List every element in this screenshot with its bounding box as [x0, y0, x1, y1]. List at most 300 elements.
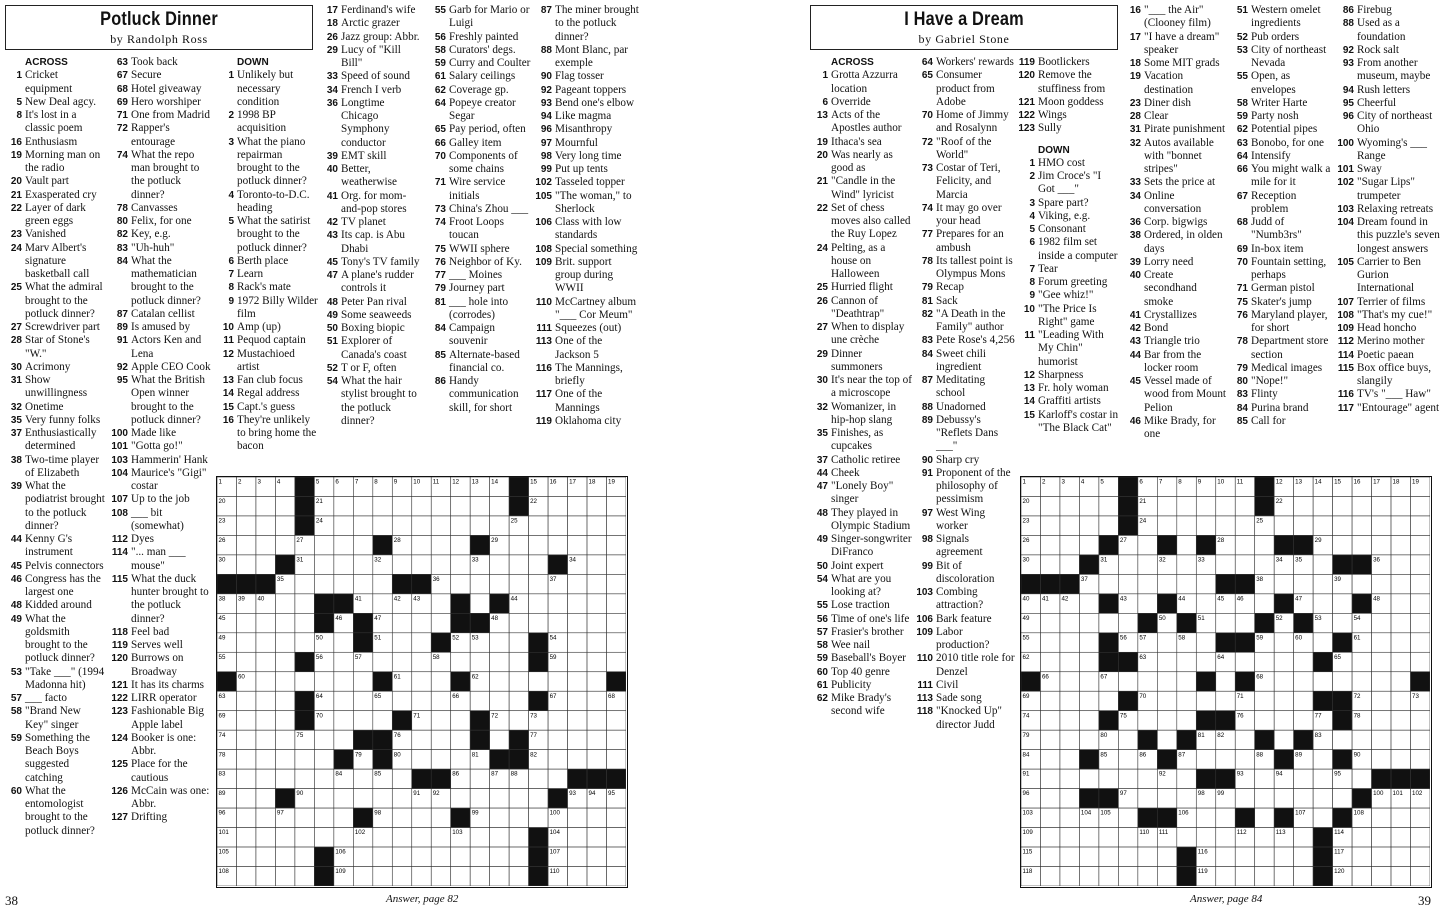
grid-cell[interactable] — [451, 711, 470, 730]
grid-cell[interactable] — [275, 633, 294, 652]
grid-cell[interactable] — [334, 555, 353, 574]
grid-cell[interactable] — [1255, 847, 1274, 866]
grid-cell[interactable] — [587, 711, 606, 730]
grid-cell[interactable] — [392, 769, 411, 788]
grid-cell[interactable] — [1216, 847, 1235, 866]
grid-cell[interactable] — [509, 633, 528, 652]
grid-cell[interactable] — [1079, 613, 1098, 632]
grid-cell[interactable] — [256, 535, 275, 554]
grid-cell[interactable] — [1040, 691, 1059, 710]
grid-cell[interactable] — [236, 808, 255, 827]
grid-cell[interactable] — [1060, 535, 1079, 554]
grid-cell[interactable] — [1157, 691, 1176, 710]
left-grid-svg[interactable] — [217, 477, 626, 886]
grid-cell[interactable] — [607, 594, 626, 613]
grid-cell[interactable] — [1040, 555, 1059, 574]
grid-cell[interactable] — [1099, 613, 1118, 632]
grid-cell[interactable] — [490, 652, 509, 671]
grid-cell[interactable] — [1099, 574, 1118, 593]
grid-cell[interactable] — [334, 652, 353, 671]
grid-cell[interactable] — [1274, 633, 1293, 652]
grid-cell[interactable] — [587, 691, 606, 710]
grid-cell[interactable] — [373, 867, 392, 886]
grid-cell[interactable] — [1235, 867, 1254, 886]
grid-cell[interactable] — [431, 516, 450, 535]
grid-cell[interactable] — [1177, 769, 1196, 788]
grid-cell[interactable] — [1079, 535, 1098, 554]
grid-cell[interactable] — [353, 789, 372, 808]
grid-cell[interactable] — [451, 730, 470, 749]
grid-cell[interactable] — [1411, 535, 1430, 554]
grid-cell[interactable] — [529, 555, 548, 574]
grid-cell[interactable] — [431, 847, 450, 866]
grid-cell[interactable] — [509, 847, 528, 866]
grid-cell[interactable] — [1255, 594, 1274, 613]
grid-cell[interactable] — [295, 769, 314, 788]
grid-cell[interactable] — [1040, 633, 1059, 652]
grid-cell[interactable] — [451, 555, 470, 574]
grid-cell[interactable] — [1196, 750, 1215, 769]
grid-cell[interactable] — [470, 496, 489, 515]
grid-cell[interactable] — [1372, 711, 1391, 730]
grid-cell[interactable] — [1099, 769, 1118, 788]
grid-cell[interactable] — [1196, 828, 1215, 847]
grid-cell[interactable] — [1079, 867, 1098, 886]
grid-cell[interactable] — [1040, 711, 1059, 730]
grid-cell[interactable] — [490, 496, 509, 515]
grid-cell[interactable] — [490, 867, 509, 886]
grid-cell[interactable] — [1118, 613, 1137, 632]
grid-cell[interactable] — [1255, 828, 1274, 847]
grid-cell[interactable] — [256, 769, 275, 788]
grid-cell[interactable] — [1333, 613, 1352, 632]
grid-cell[interactable] — [1079, 672, 1098, 691]
grid-cell[interactable] — [275, 750, 294, 769]
grid-cell[interactable] — [236, 750, 255, 769]
grid-cell[interactable] — [568, 652, 587, 671]
grid-cell[interactable] — [1216, 867, 1235, 886]
grid-cell[interactable] — [1177, 555, 1196, 574]
grid-cell[interactable] — [275, 594, 294, 613]
grid-cell[interactable] — [1157, 711, 1176, 730]
grid-cell[interactable] — [587, 535, 606, 554]
grid-cell[interactable] — [607, 555, 626, 574]
grid-cell[interactable] — [1255, 789, 1274, 808]
grid-cell[interactable] — [1313, 750, 1332, 769]
grid-cell[interactable] — [353, 769, 372, 788]
grid-cell[interactable] — [1040, 613, 1059, 632]
grid-cell[interactable] — [275, 516, 294, 535]
grid-cell[interactable] — [1079, 711, 1098, 730]
grid-cell[interactable] — [392, 633, 411, 652]
grid-cell[interactable] — [1255, 555, 1274, 574]
grid-cell[interactable] — [1216, 691, 1235, 710]
grid-cell[interactable] — [568, 847, 587, 866]
grid-cell[interactable] — [275, 867, 294, 886]
grid-cell[interactable] — [1118, 750, 1137, 769]
grid-cell[interactable] — [236, 828, 255, 847]
grid-cell[interactable] — [529, 789, 548, 808]
grid-cell[interactable] — [1216, 828, 1235, 847]
grid-cell[interactable] — [1196, 691, 1215, 710]
grid-cell[interactable] — [470, 828, 489, 847]
grid-cell[interactable] — [431, 672, 450, 691]
grid-cell[interactable] — [412, 672, 431, 691]
grid-cell[interactable] — [431, 613, 450, 632]
grid-cell[interactable] — [451, 847, 470, 866]
grid-cell[interactable] — [490, 789, 509, 808]
grid-cell[interactable] — [1411, 652, 1430, 671]
grid-cell[interactable] — [295, 633, 314, 652]
grid-cell[interactable] — [373, 496, 392, 515]
grid-cell[interactable] — [275, 730, 294, 749]
grid-cell[interactable] — [295, 594, 314, 613]
grid-cell[interactable] — [1216, 672, 1235, 691]
grid-cell[interactable] — [548, 535, 567, 554]
grid-cell[interactable] — [509, 828, 528, 847]
grid-cell[interactable] — [295, 867, 314, 886]
grid-cell[interactable] — [1411, 867, 1430, 886]
grid-cell[interactable] — [451, 516, 470, 535]
grid-cell[interactable] — [256, 711, 275, 730]
grid-cell[interactable] — [334, 691, 353, 710]
grid-cell[interactable] — [256, 613, 275, 632]
grid-cell[interactable] — [509, 555, 528, 574]
grid-cell[interactable] — [256, 633, 275, 652]
grid-cell[interactable] — [412, 633, 431, 652]
grid-cell[interactable] — [1040, 808, 1059, 827]
grid-cell[interactable] — [392, 652, 411, 671]
grid-cell[interactable] — [1235, 750, 1254, 769]
grid-cell[interactable] — [1352, 828, 1371, 847]
grid-cell[interactable] — [353, 574, 372, 593]
grid-cell[interactable] — [392, 867, 411, 886]
grid-cell[interactable] — [1196, 574, 1215, 593]
grid-cell[interactable] — [412, 808, 431, 827]
grid-cell[interactable] — [334, 730, 353, 749]
grid-cell[interactable] — [1274, 730, 1293, 749]
grid-cell[interactable] — [1138, 672, 1157, 691]
grid-cell[interactable] — [236, 789, 255, 808]
grid-cell[interactable] — [314, 769, 333, 788]
grid-cell[interactable] — [1099, 847, 1118, 866]
grid-cell[interactable] — [1313, 789, 1332, 808]
grid-cell[interactable] — [587, 867, 606, 886]
grid-cell[interactable] — [529, 516, 548, 535]
grid-cell[interactable] — [392, 516, 411, 535]
grid-cell[interactable] — [509, 867, 528, 886]
grid-cell[interactable] — [1372, 574, 1391, 593]
grid-cell[interactable] — [451, 496, 470, 515]
grid-cell[interactable] — [392, 847, 411, 866]
grid-cell[interactable] — [607, 516, 626, 535]
grid-cell[interactable] — [1079, 847, 1098, 866]
grid-cell[interactable] — [1099, 828, 1118, 847]
grid-cell[interactable] — [451, 750, 470, 769]
grid-cell[interactable] — [1138, 594, 1157, 613]
grid-cell[interactable] — [1313, 555, 1332, 574]
grid-cell[interactable] — [568, 633, 587, 652]
grid-cell[interactable] — [1391, 828, 1410, 847]
grid-cell[interactable] — [470, 789, 489, 808]
grid-cell[interactable] — [314, 535, 333, 554]
grid-cell[interactable] — [607, 613, 626, 632]
grid-cell[interactable] — [1040, 867, 1059, 886]
grid-cell[interactable] — [314, 828, 333, 847]
grid-cell[interactable] — [1060, 555, 1079, 574]
grid-cell[interactable] — [451, 574, 470, 593]
grid-cell[interactable] — [334, 789, 353, 808]
grid-cell[interactable] — [392, 828, 411, 847]
grid-cell[interactable] — [1391, 691, 1410, 710]
grid-cell[interactable] — [314, 555, 333, 574]
grid-cell[interactable] — [529, 613, 548, 632]
grid-cell[interactable] — [568, 613, 587, 632]
grid-cell[interactable] — [431, 711, 450, 730]
grid-cell[interactable] — [1040, 789, 1059, 808]
grid-cell[interactable] — [1274, 847, 1293, 866]
grid-cell[interactable] — [1196, 633, 1215, 652]
grid-cell[interactable] — [1157, 496, 1176, 515]
grid-cell[interactable] — [1118, 828, 1137, 847]
grid-cell[interactable] — [295, 828, 314, 847]
grid-cell[interactable] — [1138, 574, 1157, 593]
grid-cell[interactable] — [1138, 711, 1157, 730]
grid-cell[interactable] — [451, 789, 470, 808]
grid-cell[interactable] — [548, 750, 567, 769]
grid-cell[interactable] — [490, 574, 509, 593]
grid-cell[interactable] — [607, 496, 626, 515]
grid-cell[interactable] — [1118, 574, 1137, 593]
grid-cell[interactable] — [607, 750, 626, 769]
grid-cell[interactable] — [412, 691, 431, 710]
grid-cell[interactable] — [353, 535, 372, 554]
grid-cell[interactable] — [509, 613, 528, 632]
grid-cell[interactable] — [392, 555, 411, 574]
grid-cell[interactable] — [548, 672, 567, 691]
grid-cell[interactable] — [1411, 555, 1430, 574]
grid-cell[interactable] — [236, 711, 255, 730]
right-grid-svg[interactable] — [1021, 477, 1430, 886]
grid-cell[interactable] — [1196, 496, 1215, 515]
grid-cell[interactable] — [295, 808, 314, 827]
grid-cell[interactable] — [256, 496, 275, 515]
grid-cell[interactable] — [587, 555, 606, 574]
grid-cell[interactable] — [1294, 574, 1313, 593]
grid-cell[interactable] — [256, 789, 275, 808]
grid-cell[interactable] — [1313, 594, 1332, 613]
grid-cell[interactable] — [373, 789, 392, 808]
grid-cell[interactable] — [1255, 535, 1274, 554]
grid-cell[interactable] — [1411, 633, 1430, 652]
grid-cell[interactable] — [431, 730, 450, 749]
grid-cell[interactable] — [1235, 535, 1254, 554]
grid-cell[interactable] — [295, 750, 314, 769]
grid-cell[interactable] — [1138, 555, 1157, 574]
grid-cell[interactable] — [1099, 516, 1118, 535]
grid-cell[interactable] — [256, 516, 275, 535]
grid-cell[interactable] — [1255, 652, 1274, 671]
grid-cell[interactable] — [490, 555, 509, 574]
grid-cell[interactable] — [1391, 516, 1410, 535]
grid-cell[interactable] — [470, 652, 489, 671]
grid-cell[interactable] — [1079, 828, 1098, 847]
grid-cell[interactable] — [1118, 847, 1137, 866]
grid-cell[interactable] — [587, 808, 606, 827]
grid-cell[interactable] — [1157, 672, 1176, 691]
grid-cell[interactable] — [373, 516, 392, 535]
grid-cell[interactable] — [568, 672, 587, 691]
grid-cell[interactable] — [373, 828, 392, 847]
grid-cell[interactable] — [470, 691, 489, 710]
grid-cell[interactable] — [587, 594, 606, 613]
grid-cell[interactable] — [1391, 574, 1410, 593]
grid-cell[interactable] — [529, 535, 548, 554]
grid-cell[interactable] — [1352, 867, 1371, 886]
grid-cell[interactable] — [256, 828, 275, 847]
grid-cell[interactable] — [587, 516, 606, 535]
right-crossword-grid[interactable] — [1020, 476, 1432, 888]
grid-cell[interactable] — [1157, 789, 1176, 808]
grid-cell[interactable] — [1177, 496, 1196, 515]
grid-cell[interactable] — [470, 516, 489, 535]
grid-cell[interactable] — [275, 652, 294, 671]
grid-cell[interactable] — [1333, 730, 1352, 749]
grid-cell[interactable] — [1411, 574, 1430, 593]
grid-cell[interactable] — [1040, 828, 1059, 847]
grid-cell[interactable] — [1079, 496, 1098, 515]
grid-cell[interactable] — [568, 691, 587, 710]
grid-cell[interactable] — [1138, 847, 1157, 866]
grid-cell[interactable] — [1333, 594, 1352, 613]
grid-cell[interactable] — [1411, 750, 1430, 769]
grid-cell[interactable] — [295, 672, 314, 691]
grid-cell[interactable] — [1411, 496, 1430, 515]
grid-cell[interactable] — [334, 711, 353, 730]
grid-cell[interactable] — [548, 711, 567, 730]
grid-cell[interactable] — [1352, 535, 1371, 554]
grid-cell[interactable] — [1079, 691, 1098, 710]
grid-cell[interactable] — [1333, 672, 1352, 691]
grid-cell[interactable] — [392, 808, 411, 827]
grid-cell[interactable] — [509, 574, 528, 593]
grid-cell[interactable] — [1391, 672, 1410, 691]
grid-cell[interactable] — [509, 691, 528, 710]
grid-cell[interactable] — [1060, 847, 1079, 866]
grid-cell[interactable] — [1157, 847, 1176, 866]
grid-cell[interactable] — [236, 730, 255, 749]
grid-cell[interactable] — [1411, 711, 1430, 730]
grid-cell[interactable] — [373, 594, 392, 613]
grid-cell[interactable] — [1177, 516, 1196, 535]
grid-cell[interactable] — [1235, 613, 1254, 632]
grid-cell[interactable] — [1352, 769, 1371, 788]
grid-cell[interactable] — [470, 867, 489, 886]
grid-cell[interactable] — [587, 496, 606, 515]
grid-cell[interactable] — [490, 808, 509, 827]
grid-cell[interactable] — [1118, 769, 1137, 788]
grid-cell[interactable] — [1216, 808, 1235, 827]
grid-cell[interactable] — [490, 828, 509, 847]
grid-cell[interactable] — [1099, 691, 1118, 710]
grid-cell[interactable] — [490, 633, 509, 652]
grid-cell[interactable] — [236, 691, 255, 710]
grid-cell[interactable] — [1391, 613, 1410, 632]
grid-cell[interactable] — [490, 516, 509, 535]
grid-cell[interactable] — [1352, 847, 1371, 866]
grid-cell[interactable] — [431, 496, 450, 515]
grid-cell[interactable] — [256, 555, 275, 574]
grid-cell[interactable] — [334, 828, 353, 847]
grid-cell[interactable] — [431, 535, 450, 554]
grid-cell[interactable] — [548, 594, 567, 613]
grid-cell[interactable] — [1372, 496, 1391, 515]
grid-cell[interactable] — [1313, 808, 1332, 827]
grid-cell[interactable] — [1157, 574, 1176, 593]
grid-cell[interactable] — [1294, 496, 1313, 515]
grid-cell[interactable] — [1177, 652, 1196, 671]
grid-cell[interactable] — [548, 769, 567, 788]
grid-cell[interactable] — [275, 672, 294, 691]
grid-cell[interactable] — [1274, 691, 1293, 710]
grid-cell[interactable] — [256, 691, 275, 710]
grid-cell[interactable] — [334, 516, 353, 535]
grid-cell[interactable] — [431, 691, 450, 710]
grid-cell[interactable] — [256, 652, 275, 671]
grid-cell[interactable] — [1255, 867, 1274, 886]
grid-cell[interactable] — [275, 828, 294, 847]
grid-cell[interactable] — [490, 672, 509, 691]
grid-cell[interactable] — [1060, 867, 1079, 886]
grid-cell[interactable] — [1372, 535, 1391, 554]
grid-cell[interactable] — [1177, 789, 1196, 808]
grid-cell[interactable] — [587, 633, 606, 652]
grid-cell[interactable] — [1099, 496, 1118, 515]
grid-cell[interactable] — [607, 535, 626, 554]
grid-cell[interactable] — [275, 613, 294, 632]
grid-cell[interactable] — [548, 730, 567, 749]
grid-cell[interactable] — [256, 867, 275, 886]
grid-cell[interactable] — [1391, 711, 1410, 730]
grid-cell[interactable] — [1079, 769, 1098, 788]
grid-cell[interactable] — [314, 672, 333, 691]
grid-cell[interactable] — [412, 652, 431, 671]
grid-cell[interactable] — [548, 613, 567, 632]
grid-cell[interactable] — [470, 574, 489, 593]
grid-cell[interactable] — [1177, 672, 1196, 691]
grid-cell[interactable] — [1411, 808, 1430, 827]
grid-cell[interactable] — [236, 516, 255, 535]
grid-cell[interactable] — [314, 750, 333, 769]
grid-cell[interactable] — [314, 808, 333, 827]
grid-cell[interactable] — [1391, 652, 1410, 671]
grid-cell[interactable] — [509, 711, 528, 730]
grid-cell[interactable] — [1216, 516, 1235, 535]
grid-cell[interactable] — [1411, 828, 1430, 847]
grid-cell[interactable] — [431, 594, 450, 613]
grid-cell[interactable] — [334, 574, 353, 593]
grid-cell[interactable] — [1274, 574, 1293, 593]
grid-cell[interactable] — [236, 769, 255, 788]
grid-cell[interactable] — [1255, 711, 1274, 730]
grid-cell[interactable] — [1157, 633, 1176, 652]
grid-cell[interactable] — [334, 808, 353, 827]
grid-cell[interactable] — [236, 613, 255, 632]
grid-cell[interactable] — [1060, 652, 1079, 671]
grid-cell[interactable] — [1060, 750, 1079, 769]
grid-cell[interactable] — [1157, 652, 1176, 671]
grid-cell[interactable] — [568, 867, 587, 886]
